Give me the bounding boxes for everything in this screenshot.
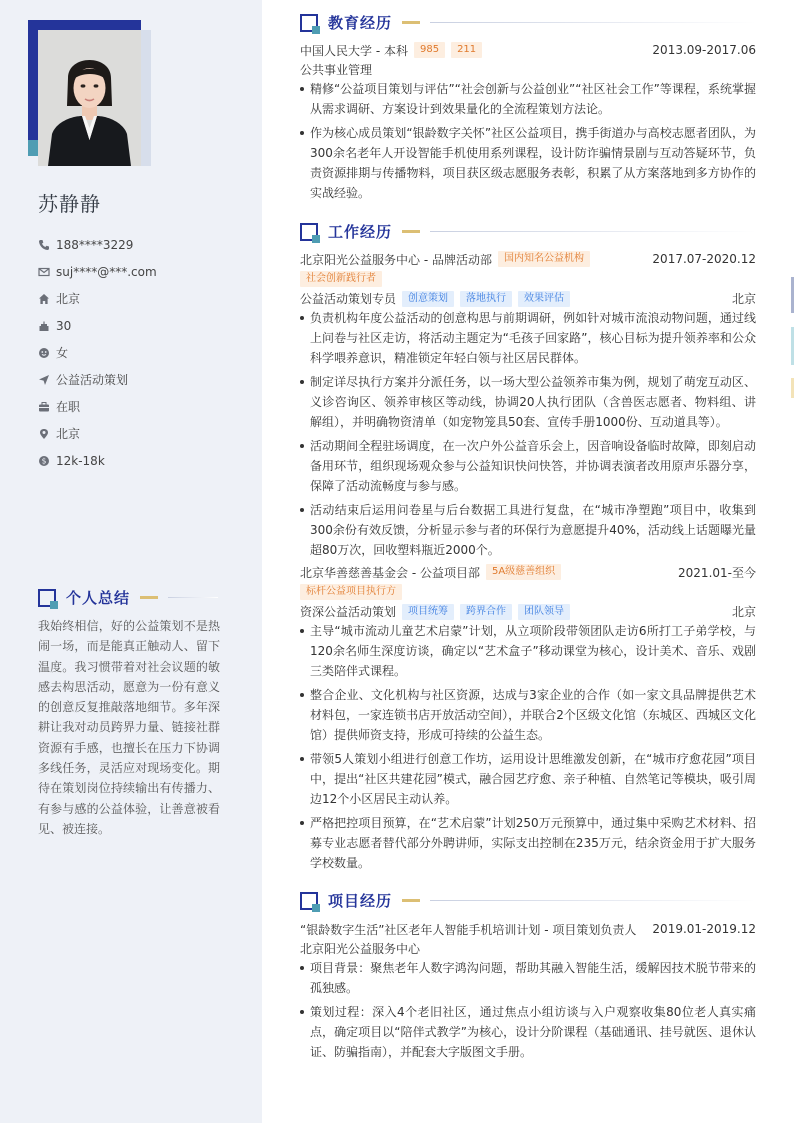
project-org: 北京阳光公益服务中心 xyxy=(300,942,421,956)
info-email xyxy=(38,258,157,285)
email-icon xyxy=(38,266,50,278)
info-status xyxy=(38,393,157,420)
section-title-line xyxy=(430,900,756,901)
company-tag: 社会创新践行者 xyxy=(300,271,382,287)
work-1-tag-row xyxy=(300,269,756,289)
list-item: 作为核心成员策划“银龄数字关怀”社区公益项目，携手街道办与高校志愿者团队，为300余名老年人开设智能手机使用系列课程，设计防诈骗情景剧与互动答疑环节，负责资源排期与传播物料，项目获区级志愿服务表彰，积累了从方案落地到多方协作的实战经验。 xyxy=(300,123,756,203)
location-icon xyxy=(38,428,50,440)
section-title-line xyxy=(430,231,756,232)
job-role: 公益活动策划专员 xyxy=(300,292,397,306)
education-section-title xyxy=(300,12,756,33)
school-tag: 985 xyxy=(414,42,445,58)
skill-tag: 跨界合作 xyxy=(460,604,512,620)
company-tag: 标杆公益项目执行方 xyxy=(300,584,402,600)
work-1-date: 2017.07-2020.12 xyxy=(652,252,756,266)
info-gender-text: 女 xyxy=(56,346,69,360)
project-bullets xyxy=(300,958,756,1062)
work-1-bullets xyxy=(300,308,756,560)
list-item: 活动期间全程驻场调度，在一次户外公益音乐会上，因音响设备临时故障，即刻启动备用环节，组织现场观众参与公益知识快问快答，并协调表演者改用原声乐器分享，保障了活动流畅度与参与感。 xyxy=(300,436,756,496)
project-entry xyxy=(300,919,756,1066)
phone-icon xyxy=(38,239,50,251)
summary-title: 个人总结 xyxy=(66,589,131,607)
send-icon xyxy=(38,374,50,386)
project-name: “银龄数字生活”社区老年人智能手机培训计划 - 项目策划负责人 xyxy=(300,922,637,937)
education-title: 教育经历 xyxy=(328,14,393,32)
summary-section-title xyxy=(38,587,218,608)
section-title-bar xyxy=(402,230,420,233)
candidate-name: 苏静静 xyxy=(38,192,101,216)
info-gender xyxy=(38,339,157,366)
sidebar xyxy=(0,0,262,1123)
section-title-bar xyxy=(402,899,420,902)
briefcase-icon xyxy=(38,401,50,413)
info-salary xyxy=(38,447,157,474)
work-entry-2 xyxy=(300,562,756,877)
info-home xyxy=(38,285,157,312)
list-item: 活动结束后运用问卷星与后台数据工具进行复盘，在“城市净塑跑”项目中，收集到300余份有效反馈，分析显示参与者的环保行为意愿提升40%，活动线上话题曝光量超80万次，回收塑料瓶近2000个。 xyxy=(300,500,756,560)
work-2-role-line xyxy=(300,602,756,621)
list-item: 严格把控项目预算，在“艺术启蒙”计划250万元预算中，通过集中采购艺术材料、招募专业志愿者替代部分外聘讲师，实际支出控制在235万元，结余资金用于扩大服务学校数量。 xyxy=(300,813,756,873)
section-title-bar xyxy=(402,21,420,24)
list-item: 精修“公益项目策划与评估”“社会创新与公益创业”“社区社会工作”等课程，系统掌握从需求调研、方案设计到效果量化的全流程策划方法论。 xyxy=(300,79,756,119)
cake-icon xyxy=(38,320,50,332)
info-position xyxy=(38,366,157,393)
education-date: 2013.09-2017.06 xyxy=(652,43,756,57)
gender-icon xyxy=(38,347,50,359)
info-phone xyxy=(38,231,157,258)
company-tag: 5A级慈善组织 xyxy=(486,564,561,580)
list-item: 制定详尽执行方案并分派任务，以一场大型公益领养市集为例，规划了萌宠互动区、义诊咨询区、领养审核区等动线，协调20人执行团队（含兽医志愿者、物料组、讲解组），并明确物资清单（如宠物笼具50套、宣传手册1000份、互动道具等）。 xyxy=(300,372,756,432)
project-header xyxy=(300,919,756,939)
info-age xyxy=(38,312,157,339)
job-city: 北京 xyxy=(731,605,756,619)
section-square-icon xyxy=(300,223,318,241)
education-major: 公共事业管理 xyxy=(300,63,373,77)
company-name: 北京华善慈善基金会 - 公益项目部 xyxy=(300,565,480,580)
work-section-title xyxy=(300,221,756,242)
list-item: 负责机构年度公益活动的创意构思与前期调研，例如针对城市流浪动物问题，通过线上问卷与社区走访，将活动主题定为“毛孩子回家路”，核心目标为提升领养率和公众科学喂养意识，精准锁定年轻白领与社区居民群体。 xyxy=(300,308,756,368)
avatar-portrait xyxy=(38,30,141,166)
work-2-date: 2021.01-至今 xyxy=(678,565,756,580)
info-status-text: 在职 xyxy=(56,400,81,414)
skill-tag: 效果评估 xyxy=(518,291,570,307)
education-major-line xyxy=(300,60,756,79)
info-location xyxy=(38,420,157,447)
work-1-header xyxy=(300,249,756,269)
education-header xyxy=(300,40,756,60)
job-role: 资深公益活动策划 xyxy=(300,605,397,619)
list-item: 策划过程：深入4个老旧社区，通过焦点小组访谈与入户观察收集80位老人真实痛点，确定项目以“陪伴式教学”为核心，设计分阶课程（基础通讯、挂号就医、退休认证、防骗指南），并配套大字版图文手册。 xyxy=(300,1002,756,1062)
list-item: 带领5人策划小组进行创意工作坊，运用设计思维激发创新，在“城市疗愈花园”项目中，提出“社区共建花园”模式，融合园艺疗愈、亲子种植、自然笔记等模块，吸引周边12个小区居民主动认养。 xyxy=(300,749,756,809)
work-2-bullets xyxy=(300,621,756,873)
section-title-line xyxy=(430,22,756,23)
section-title-bar xyxy=(140,596,158,599)
section-title-line xyxy=(168,597,218,598)
company-name: 北京阳光公益服务中心 - 品牌活动部 xyxy=(300,252,492,267)
projects-section-title xyxy=(300,890,756,911)
work-2-header xyxy=(300,562,756,582)
skill-tag: 团队领导 xyxy=(518,604,570,620)
section-square-icon xyxy=(38,589,56,607)
svg-text:$: $ xyxy=(41,456,47,466)
work-1-role-line xyxy=(300,289,756,308)
skill-tag: 创意策划 xyxy=(402,291,454,307)
info-email-text: suj****@***.com xyxy=(56,264,157,279)
projects-title: 项目经历 xyxy=(328,892,393,910)
project-org-line xyxy=(300,939,756,958)
job-city: 北京 xyxy=(731,292,756,306)
summary-text: 我始终相信，好的公益策划不是热闹一场，而是能真正触动人、留下温度。我习惯带着对社会议题的敏感去构思活动，愿意为一份有意义的创意反复推敲落地细节。多年深耕让我对动员跨界力量、链接社群资源有手感，也擅长在压力下协调多线任务，灵活应对现场变化。期待在策划岗位持续输出有传播力、有参与感的公益体验，让善意被看见、被连接。 xyxy=(38,619,220,836)
work-2-tag-row xyxy=(300,582,756,602)
list-item: 项目背景：聚焦老年人数字鸿沟问题，帮助其融入智能生活，缓解因技术脱节带来的孤独感。 xyxy=(300,958,756,998)
section-square-icon xyxy=(300,892,318,910)
education-entry xyxy=(300,40,756,207)
school-name: 中国人民大学 - 本科 xyxy=(300,43,408,58)
list-item: 整合企业、文化机构与社区资源，达成与3家企业的合作（如一家文具品牌提供艺术材料包，一家连锁书店开放活动空间），并联合2个区级文化馆（东城区、西城区文化馆）提供师资支持，形成可持续的公益生态。 xyxy=(300,685,756,745)
skill-tag: 项目统筹 xyxy=(402,604,454,620)
school-tag: 211 xyxy=(451,42,482,58)
info-home-text: 北京 xyxy=(56,292,81,306)
info-location-text: 北京 xyxy=(56,427,81,441)
skill-tag: 落地执行 xyxy=(460,291,512,307)
contact-info-list xyxy=(38,231,157,474)
info-salary-text: 12k-18k xyxy=(56,453,105,468)
info-position-text: 公益活动策划 xyxy=(56,373,129,387)
info-phone-text: 188****3229 xyxy=(56,237,134,252)
avatar xyxy=(38,30,141,166)
education-bullets xyxy=(300,79,756,203)
project-date: 2019.01-2019.12 xyxy=(652,922,756,936)
section-square-icon xyxy=(300,14,318,32)
work-entry-1 xyxy=(300,249,756,564)
work-title: 工作经历 xyxy=(328,223,393,241)
company-tag: 国内知名公益机构 xyxy=(498,251,590,267)
info-age-text: 30 xyxy=(56,318,72,333)
salary-icon xyxy=(38,455,50,467)
home-icon xyxy=(38,293,50,305)
list-item: 主导“城市流动儿童艺术启蒙”计划，从立项阶段带领团队走访6所打工子弟学校，与120余名师生深度访谈，确定以“艺术盒子”移动课堂为核心，设计美术、音乐、戏剧三类陪伴式课程。 xyxy=(300,621,756,681)
